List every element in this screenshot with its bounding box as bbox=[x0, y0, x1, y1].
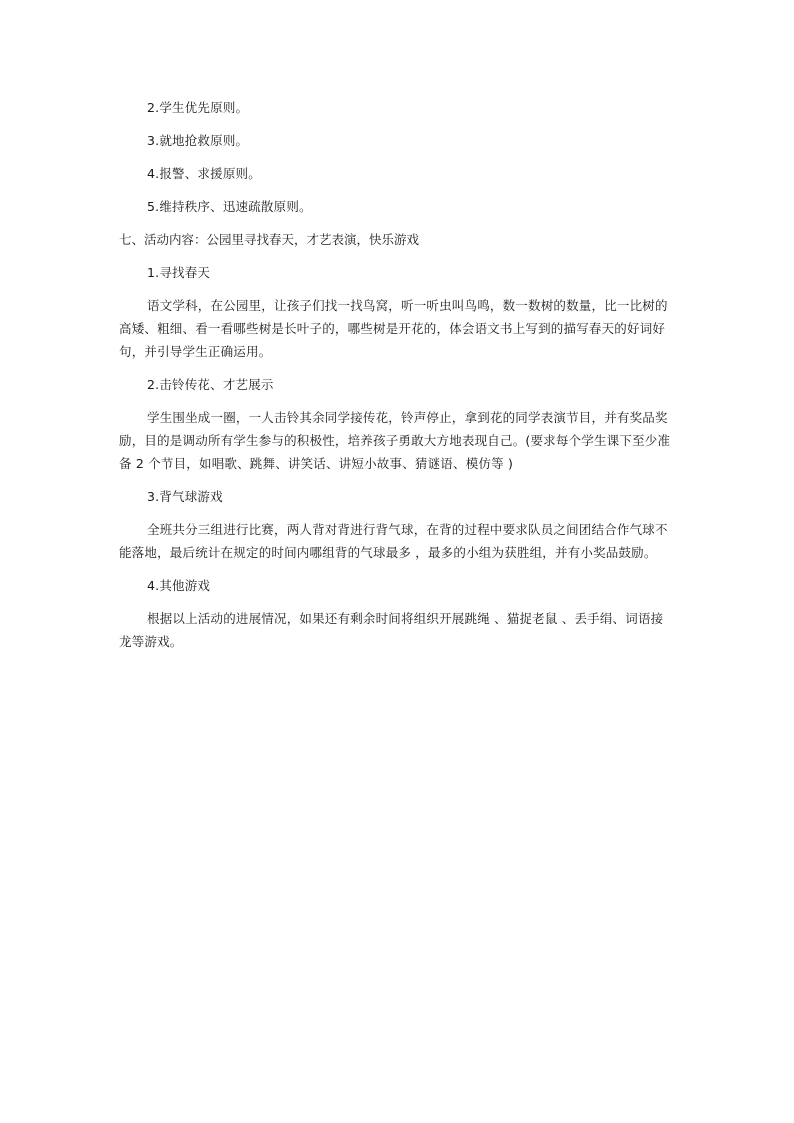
principle-3: 3.就地抢救原则。 bbox=[147, 133, 249, 148]
paragraph-pass-flower: 学生围坐成一圈，一人击铃其余同学接传花，铃声停止，拿到花的同学表演节目，并有奖品奖励，目的是调动所有学生参与的积极性，培养孩子勇敢大方地表现自己。(要求每个学生课下至少准备 2 个节目，如唱歌、跳舞、讲笑话、讲短小故事、猜谜语、模仿等 ) bbox=[119, 410, 671, 471]
principle-4: 4.报警、求援原则。 bbox=[147, 166, 261, 181]
paragraph-balloon-game: 全班共分三组进行比赛，两人背对背进行背气球，在背的过程中要求队员之间团结合作气球不能落地，最后统计在规定的时间内哪组背的气球最多 ，最多的小组为获胜组，并有小奖品鼓励。 bbox=[119, 522, 668, 560]
paragraph-other-games: 根据以上活动的进展情况，如果还有剩余时间将组织开展跳绳 、猫捉老鼠 、丢手绢、词语接龙等游戏。 bbox=[119, 611, 664, 649]
document-body bbox=[119, 96, 675, 663]
subheading-other-games: 4.其他游戏 bbox=[147, 578, 211, 593]
section-heading-activities: 七、活动内容：公园里寻找春天，才艺表演，快乐游戏 bbox=[119, 232, 420, 247]
principle-5: 5.维持秩序、迅速疏散原则。 bbox=[147, 199, 312, 214]
subheading-find-spring: 1.寻找春天 bbox=[147, 265, 211, 280]
subheading-pass-flower: 2.击铃传花、才艺展示 bbox=[147, 377, 274, 392]
subheading-balloon-game: 3.背气球游戏 bbox=[147, 489, 223, 504]
paragraph-find-spring: 语文学科，在公园里，让孩子们找一找鸟窝，听一听虫叫鸟鸣，数一数树的数量，比一比树的高矮、粗细、看一看哪些树是长叶子的，哪些树是开花的，体会语文书上写到的描写春天的好词好句，并引导学生正确运用。 bbox=[119, 298, 668, 359]
principle-2: 2.学生优先原则。 bbox=[147, 100, 249, 115]
